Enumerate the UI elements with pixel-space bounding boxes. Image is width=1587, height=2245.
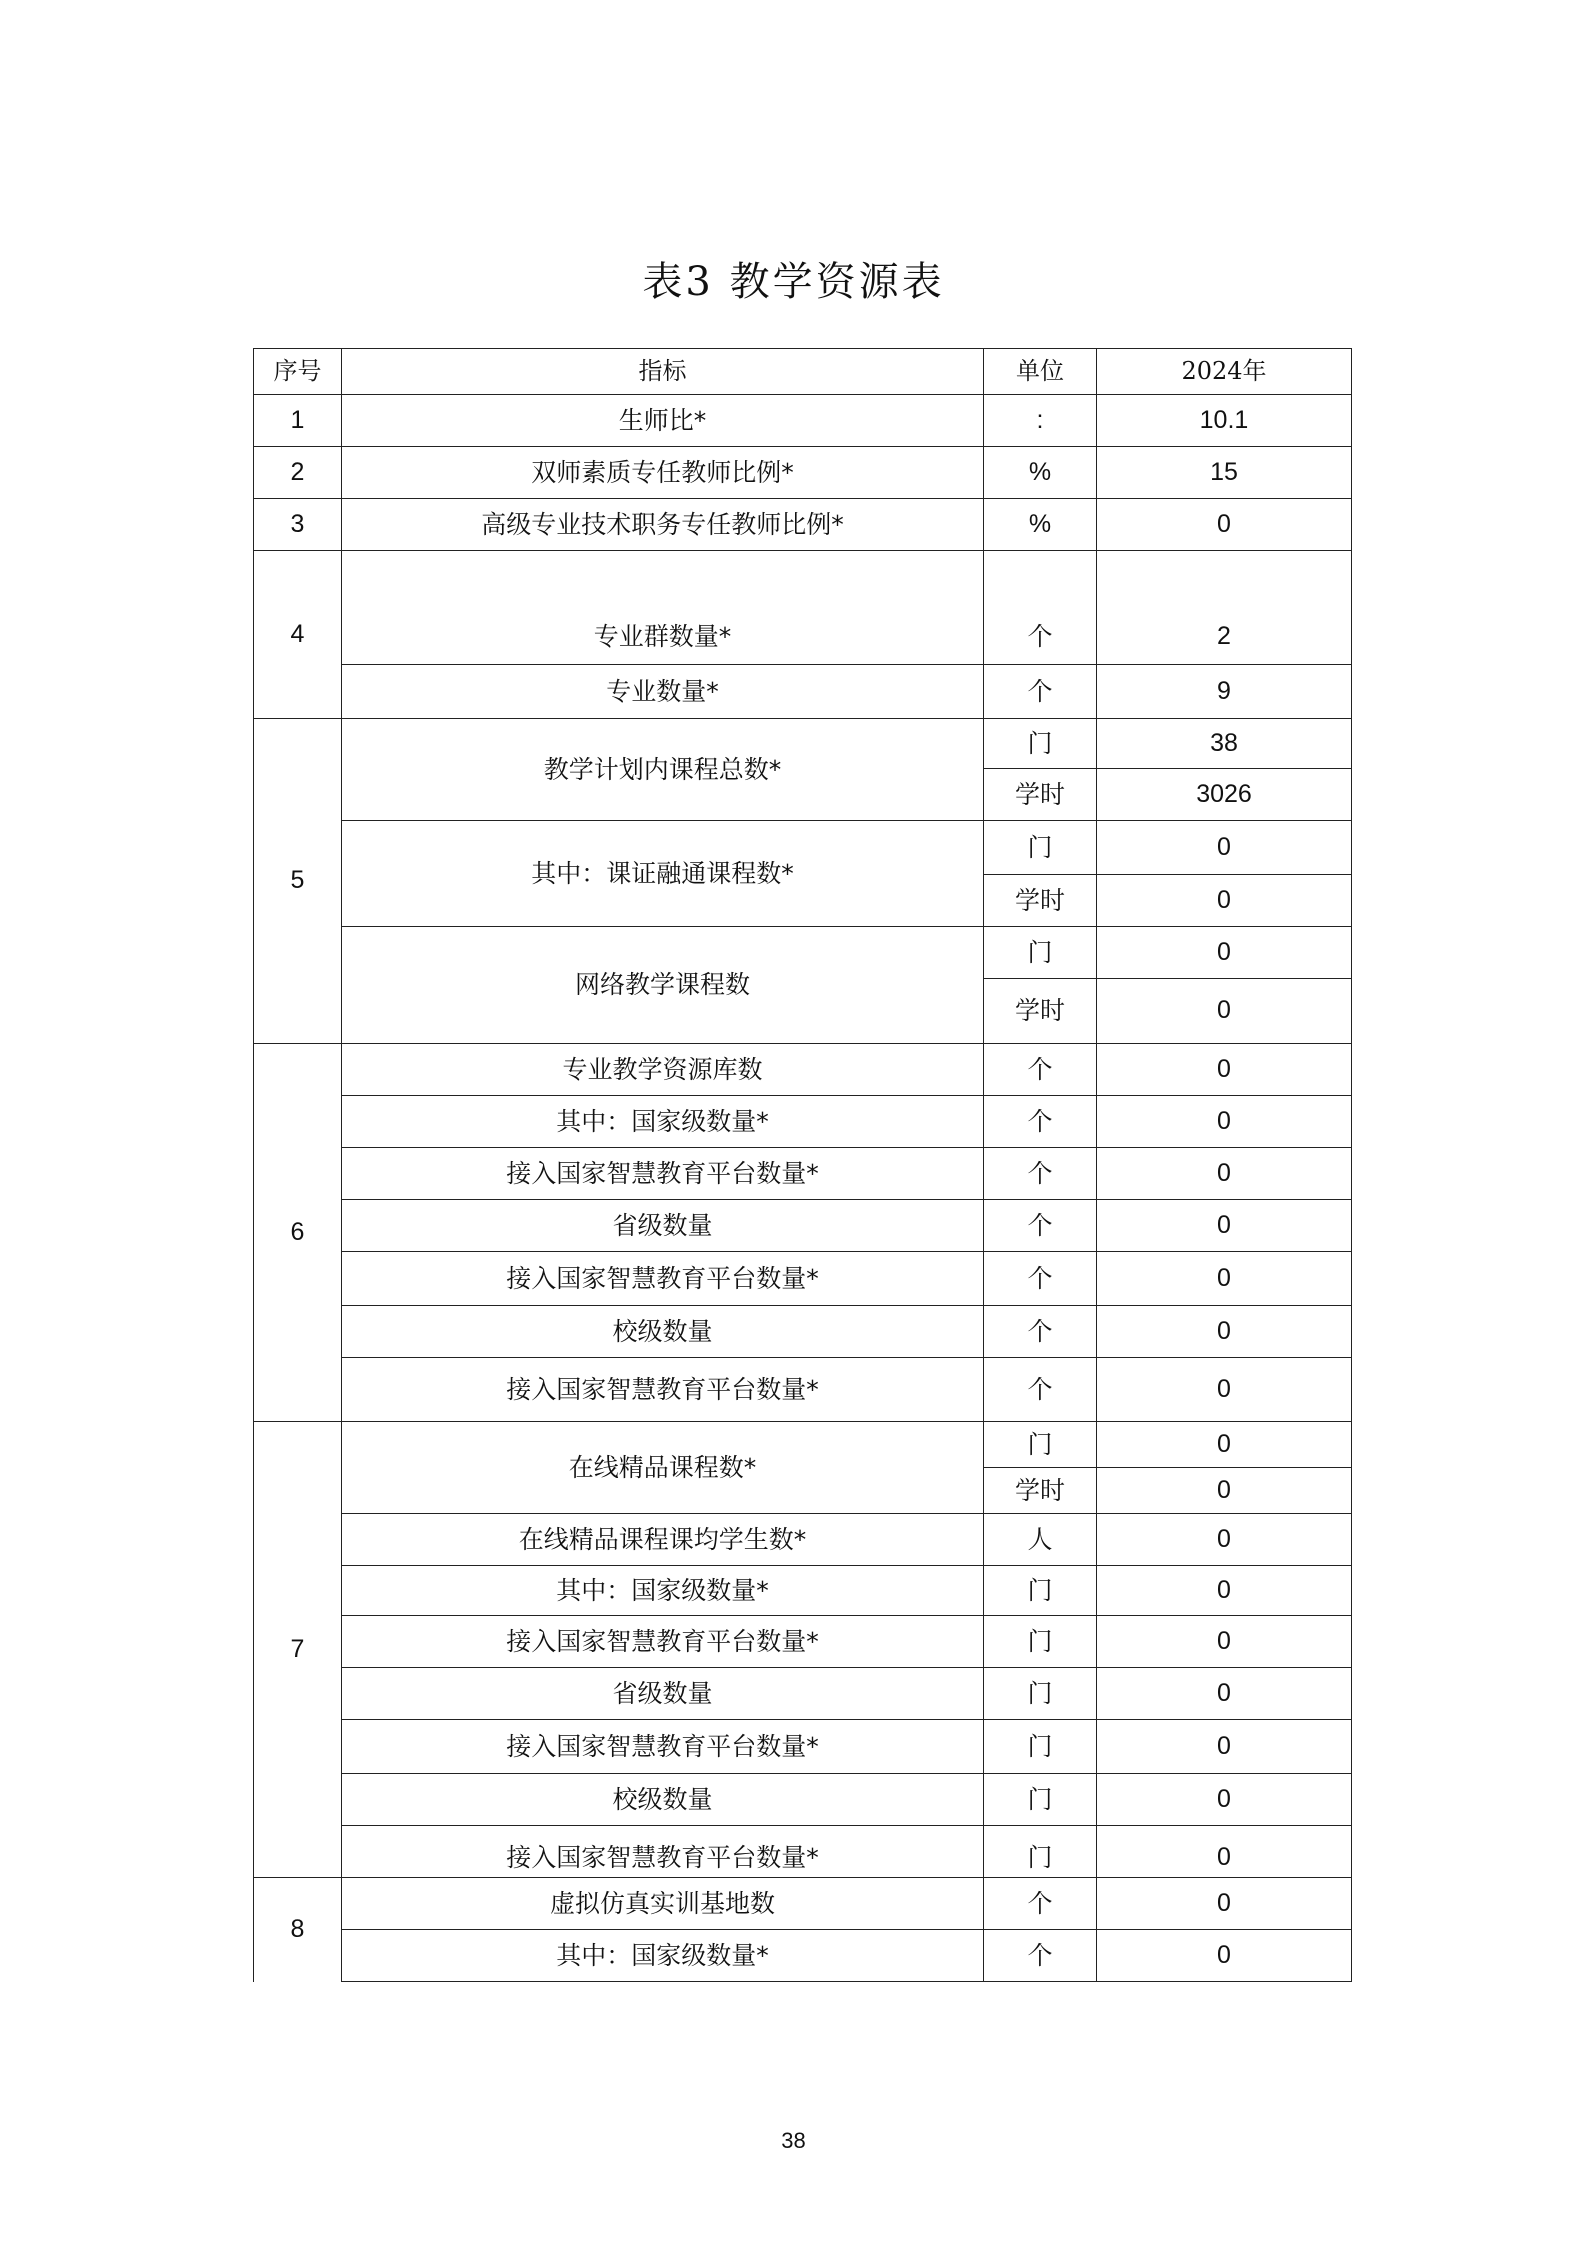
table-row (254, 1252, 1352, 1306)
row-unit: 学时 (984, 769, 1097, 821)
row-value: 38 (1097, 719, 1352, 769)
row-unit: 门 (984, 1422, 1097, 1468)
row-indicator: 省级数量 (342, 1200, 984, 1252)
row-indicator: 其中：课证融通课程数* (342, 821, 984, 927)
row-value: 0 (1097, 1096, 1352, 1148)
row-unit: 门 (984, 821, 1097, 875)
row-value: 0 (1097, 1200, 1352, 1252)
row-indicator: 接入国家智慧教育平台数量* (342, 1616, 984, 1668)
row-value: 0 (1097, 1826, 1352, 1878)
row-value: 0 (1097, 1306, 1352, 1358)
header-unit: 单位 (984, 349, 1097, 395)
row-value: 0 (1097, 1252, 1352, 1306)
row-unit: 个 (984, 1252, 1097, 1306)
row-unit: 个 (984, 1930, 1097, 1982)
table-row (254, 1422, 1352, 1468)
table-row (254, 1616, 1352, 1668)
table-row (254, 1358, 1352, 1422)
table-row (254, 1826, 1352, 1878)
row-value: 0 (1097, 1616, 1352, 1668)
row-indicator: 其中：国家级数量* (342, 1566, 984, 1616)
table-row (254, 551, 1352, 665)
table-row (254, 719, 1352, 769)
row-value: 0 (1097, 821, 1352, 875)
row-seq: 2 (254, 447, 342, 499)
row-unit: 门 (984, 927, 1097, 979)
row-unit: % (984, 447, 1097, 499)
row-value: 0 (1097, 499, 1352, 551)
page-number: 38 (781, 2128, 806, 2153)
table-row (254, 1930, 1352, 1982)
row-value: 0 (1097, 979, 1352, 1044)
row-indicator: 在线精品课程课均学生数* (342, 1514, 984, 1566)
table-row (254, 665, 1352, 719)
row-indicator: 接入国家智慧教育平台数量* (342, 1148, 984, 1200)
table-row (254, 1096, 1352, 1148)
row-indicator: 校级数量 (342, 1306, 984, 1358)
row-value: 0 (1097, 1422, 1352, 1468)
row-value: 0 (1097, 927, 1352, 979)
row-unit: 个 (984, 1044, 1097, 1096)
row-indicator: 教学计划内课程总数* (342, 719, 984, 821)
row-value: 0 (1097, 1774, 1352, 1826)
row-seq: 6 (254, 1044, 342, 1422)
row-indicator: 在线精品课程数* (342, 1422, 984, 1514)
row-value: 0 (1097, 875, 1352, 927)
row-unit: % (984, 499, 1097, 551)
row-indicator: 省级数量 (342, 1668, 984, 1720)
row-unit: 门 (984, 719, 1097, 769)
row-indicator: 其中：国家级数量* (342, 1930, 984, 1982)
table-row (254, 1566, 1352, 1616)
row-indicator: 接入国家智慧教育平台数量* (342, 1252, 984, 1306)
header-indicator: 指标 (342, 349, 984, 395)
row-seq: 3 (254, 499, 342, 551)
row-value: 0 (1097, 1468, 1352, 1514)
row-unit: 个 (984, 1200, 1097, 1252)
row-unit: 个 (984, 1096, 1097, 1148)
row-value: 0 (1097, 1720, 1352, 1774)
table-row (254, 1148, 1352, 1200)
row-indicator: 专业群数量* (342, 551, 984, 665)
table-row (254, 1306, 1352, 1358)
header-year: 2024年 (1097, 349, 1352, 395)
table-header-row (254, 349, 1352, 395)
row-unit: 个 (984, 551, 1097, 665)
row-unit: 个 (984, 1878, 1097, 1930)
table-row (254, 821, 1352, 875)
row-indicator: 网络教学课程数 (342, 927, 984, 1044)
table-row (254, 1720, 1352, 1774)
row-seq: 8 (254, 1878, 342, 1982)
row-unit: 个 (984, 1148, 1097, 1200)
row-value: 0 (1097, 1878, 1352, 1930)
row-unit: 个 (984, 665, 1097, 719)
row-indicator: 双师素质专任教师比例* (342, 447, 984, 499)
row-unit: : (984, 395, 1097, 447)
row-unit: 个 (984, 1358, 1097, 1422)
table-row (254, 927, 1352, 979)
row-seq: 1 (254, 395, 342, 447)
row-value: 9 (1097, 665, 1352, 719)
row-unit: 学时 (984, 875, 1097, 927)
row-indicator: 校级数量 (342, 1774, 984, 1826)
header-seq: 序号 (254, 349, 342, 395)
row-unit: 人 (984, 1514, 1097, 1566)
row-seq: 4 (254, 551, 342, 719)
row-indicator: 接入国家智慧教育平台数量* (342, 1358, 984, 1422)
row-unit: 门 (984, 1668, 1097, 1720)
row-unit: 学时 (984, 979, 1097, 1044)
row-value: 2 (1097, 551, 1352, 665)
row-indicator: 接入国家智慧教育平台数量* (342, 1826, 984, 1878)
row-unit: 门 (984, 1616, 1097, 1668)
table-row (254, 499, 1352, 551)
table-row (254, 1878, 1352, 1930)
table-row (254, 395, 1352, 447)
row-value: 10.1 (1097, 395, 1352, 447)
table-row (254, 447, 1352, 499)
row-value: 0 (1097, 1668, 1352, 1720)
row-value: 0 (1097, 1566, 1352, 1616)
row-indicator: 生师比* (342, 395, 984, 447)
row-indicator: 虚拟仿真实训基地数 (342, 1878, 984, 1930)
row-unit: 个 (984, 1306, 1097, 1358)
row-indicator: 其中：国家级数量* (342, 1096, 984, 1148)
table-row (254, 1044, 1352, 1096)
row-value: 0 (1097, 1148, 1352, 1200)
table-row (254, 1200, 1352, 1252)
row-value: 0 (1097, 1358, 1352, 1422)
row-unit: 门 (984, 1720, 1097, 1774)
row-seq: 7 (254, 1422, 342, 1878)
row-value: 15 (1097, 447, 1352, 499)
table-title: 表3 教学资源表 (642, 259, 945, 305)
row-indicator: 接入国家智慧教育平台数量* (342, 1720, 984, 1774)
table-row (254, 1668, 1352, 1720)
row-unit: 学时 (984, 1468, 1097, 1514)
row-value: 0 (1097, 1044, 1352, 1096)
teaching-resources-table (253, 348, 1352, 1982)
table-row (254, 1774, 1352, 1826)
row-unit: 门 (984, 1774, 1097, 1826)
row-value: 3026 (1097, 769, 1352, 821)
row-indicator: 高级专业技术职务专任教师比例* (342, 499, 984, 551)
row-indicator: 专业数量* (342, 665, 984, 719)
table-row (254, 1514, 1352, 1566)
row-seq: 5 (254, 719, 342, 1044)
row-indicator: 专业教学资源库数 (342, 1044, 984, 1096)
row-value: 0 (1097, 1930, 1352, 1982)
row-unit: 门 (984, 1826, 1097, 1878)
row-value: 0 (1097, 1514, 1352, 1566)
row-unit: 门 (984, 1566, 1097, 1616)
